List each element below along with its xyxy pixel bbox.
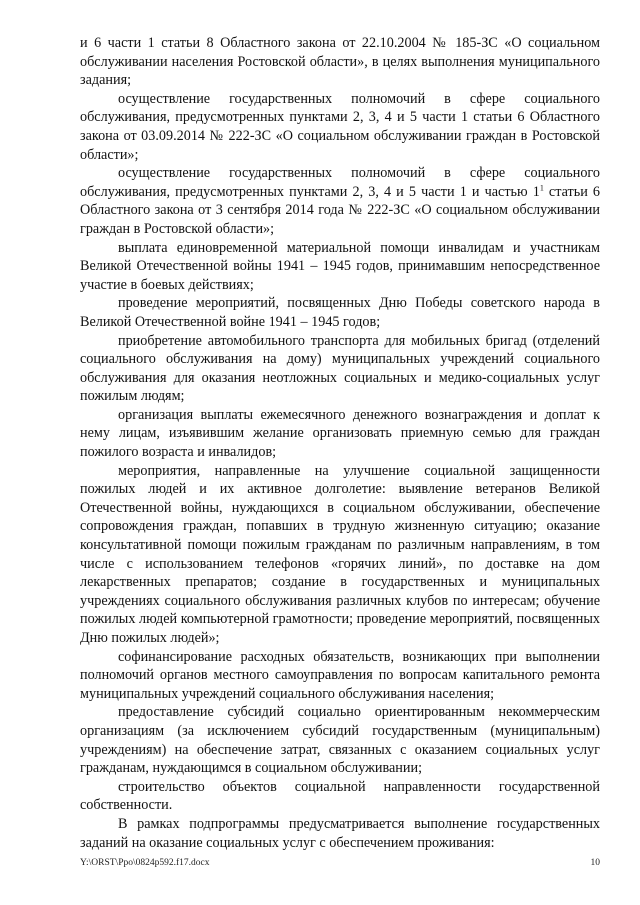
paragraph: строительство объектов социальной направленности государственной собственности.: [80, 778, 600, 814]
paragraph: приобретение автомобильного транспорта для мобильных бригад (отделений социального обслуживания на дому) муниципальных учреждений социального обслуживания для оказания неотложных социальных и медико-социальных услуг пожилым людям;: [80, 332, 600, 405]
file-path: Y:\ORST\Ppo\0824p592.f17.docx: [80, 858, 210, 868]
document-body: [80, 34, 600, 852]
paragraph: В рамках подпрограммы предусматривается выполнение государственных заданий на оказание социальных услуг с обеспечением проживания:: [80, 815, 600, 851]
superscript: 1: [539, 183, 544, 193]
paragraph-text: осуществление государственных полномочий в сфере социального обслуживания, предусмотренных пунктами 2, 3, 4 и 5 части 1 и частью 1: [80, 165, 600, 200]
paragraph: выплата единовременной материальной помощи инвалидам и участникам Великой Отечественной войны 1941 – 1945 годов, принимавшим непосредственное участие в боевых действиях;: [80, 239, 600, 293]
paragraph: и 6 части 1 статьи 8 Областного закона от 22.10.2004 № 185-ЗС «О социальном обслуживании населения Ростовской области», в целях выполнения муниципального задания;: [80, 35, 600, 89]
paragraph: [80, 164, 600, 238]
paragraph: организация выплаты ежемесячного денежного вознаграждения и доплат к нему лицам, изъявившим желание организовать приемную семью для граждан пожилого возраста и инвалидов;: [80, 406, 600, 461]
page-number: 10: [590, 858, 600, 868]
paragraph: мероприятия, направленные на улучшение социальной защищенности пожилых людей и их активное долголетие: выявление ветеранов Великой Отечественной войны, нуждающихся в социальном обслуживании, обеспечение сопровождения граждан, попавших в трудную жизненную ситуацию; оказание консультативной помощи пожилым гражданам по различным направлениям, в том числе с использованием телефонов «горячих линий», по доставке на дом лекарственных препаратов; создание в государственных и муниципальных учреждениях социального обслуживания различных клубов по интересам; обучение пожилых людей компьютерной грамотности; проведение мероприятий, посвященных Дню пожилых людей»;: [80, 462, 600, 646]
paragraph: проведение мероприятий, посвященных Дню Победы советского народа в Великой Отечественной войне 1941 – 1945 годов;: [80, 295, 600, 330]
paragraph: софинансирование расходных обязательств, возникающих при выполнении полномочий органов местного самоуправления по вопросам капитального ремонта муниципальных учреждений социального обслуживания населения;: [80, 648, 600, 702]
paragraph: предоставление субсидий социально ориентированным некоммерческим организациям (за исключением субсидий государственным (муниципальным) учреждениям) на обеспечение затрат, связанных с оказанием социальных услуг гражданам, нуждающимся в социальном обслуживании;: [80, 704, 600, 777]
paragraph: осуществление государственных полномочий в сфере социального обслуживания, предусмотренных пунктами 2, 3, 4 и 5 части 1 статьи 6 Областного закона от 03.09.2014 № 222-ЗС «О социальном обслуживании граждан в Ростовской области»;: [80, 90, 600, 163]
page-footer: [80, 858, 600, 868]
paragraph-text: статьи 6 Областного закона от 3 сентября 2014 года № 222-ЗС «О социальном обслуживании граждан в Ростовской области»;: [80, 183, 600, 237]
